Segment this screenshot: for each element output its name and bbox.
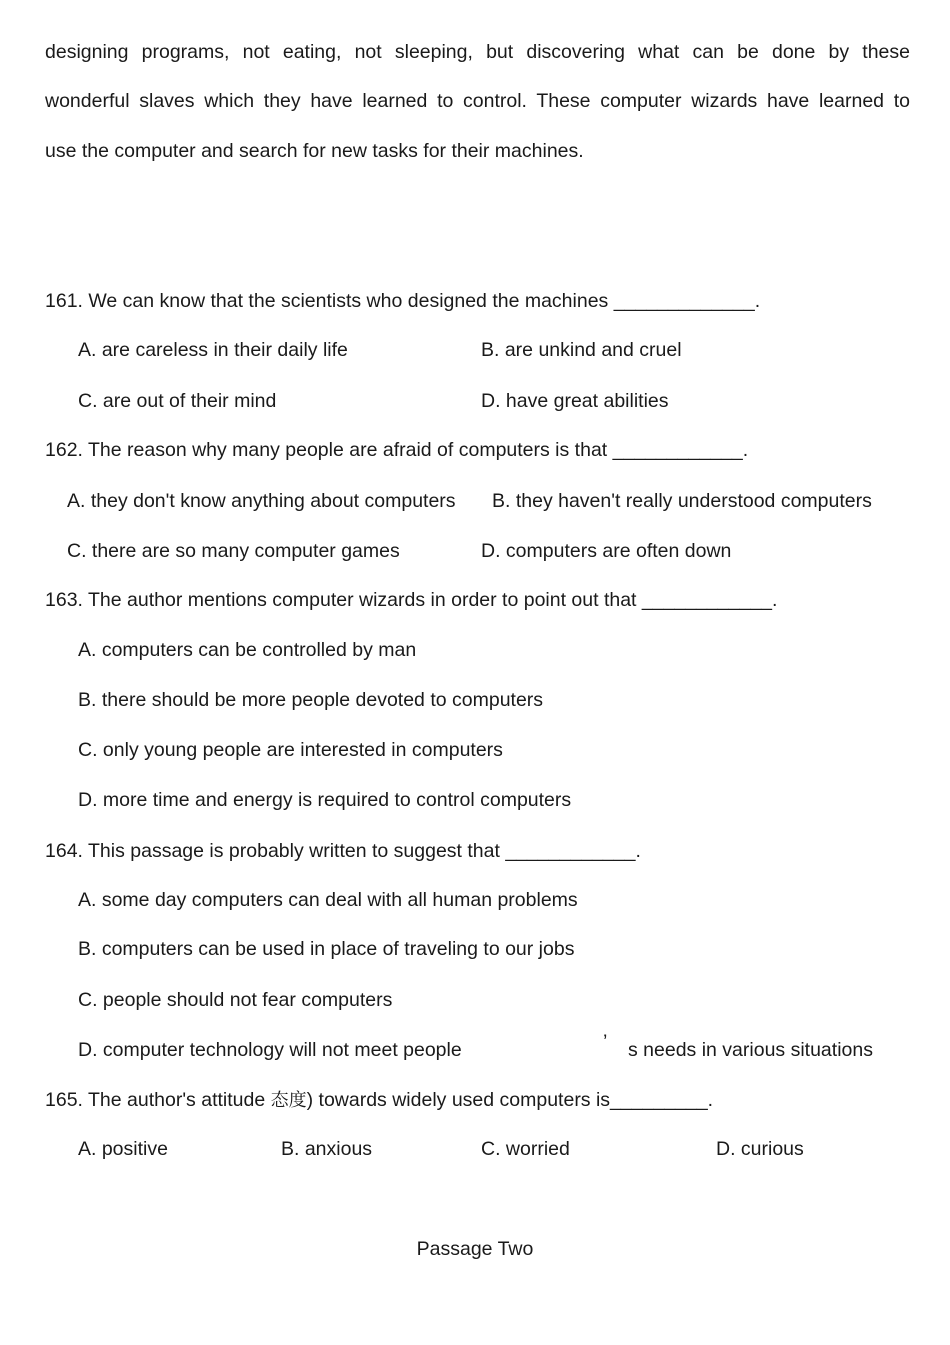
question-164-option-d-apostrophe: ’ — [603, 1031, 608, 1053]
question-164-option-d-continuation: s needs in various situations — [628, 1039, 873, 1061]
question-163-option-c: C. only young people are interested in computers — [78, 739, 503, 761]
question-164-option-c: C. people should not fear computers — [78, 989, 393, 1011]
question-165-option-a: A. positive — [78, 1138, 168, 1160]
question-162-option-c: C. there are so many computer games — [67, 540, 400, 562]
question-163-option-a: A. computers can be controlled by man — [78, 639, 417, 661]
question-165-option-b: B. anxious — [281, 1138, 373, 1160]
question-164-option-d: D. computer technology will not meet people — [78, 1039, 462, 1061]
question-164-option-b: B. computers can be used in place of traveling to our jobs — [78, 938, 575, 960]
question-161-option-d: D. have great abilities — [481, 390, 669, 412]
question-162-option-a: A. they don't know anything about computers — [67, 490, 456, 512]
question-165-stem-cjk: 态度 — [270, 1090, 307, 1111]
question-164-stem: 164. This passage is probably written to suggest that ____________. — [45, 840, 641, 862]
question-161-option-b: B. are unkind and cruel — [481, 339, 682, 361]
passage-line-1: designing programs, not eating, not sleeping, but discovering what can be done by these — [45, 41, 910, 63]
passage-two-heading: Passage Two — [416, 1238, 534, 1260]
question-161-option-c: C. are out of their mind — [78, 390, 277, 412]
question-163-option-b: B. there should be more people devoted to computers — [78, 689, 544, 711]
question-162-option-b: B. they haven't really understood computers — [492, 490, 872, 512]
question-165-stem-end: ) towards widely used computers is_________. — [306, 1089, 714, 1111]
question-164-option-a: A. some day computers can deal with all human problems — [78, 889, 578, 911]
question-163-option-d: D. more time and energy is required to control computers — [78, 789, 572, 811]
question-163-stem: 163. The author mentions computer wizards in order to point out that ____________. — [45, 589, 778, 611]
question-161-option-a: A. are careless in their daily life — [78, 339, 348, 361]
question-161-stem: 161. We can know that the scientists who designed the machines _____________. — [45, 290, 761, 312]
question-162-option-d: D. computers are often down — [481, 540, 732, 562]
question-165-stem — [45, 1088, 713, 1113]
question-162-stem: 162. The reason why many people are afraid of computers is that ____________. — [45, 439, 749, 461]
question-165-option-d: D. curious — [716, 1138, 804, 1160]
question-165-stem-start: 165. The author's attitude — [45, 1089, 271, 1111]
question-165-option-c: C. worried — [481, 1138, 570, 1160]
passage-line-3: use the computer and search for new tasks for their machines. — [45, 140, 584, 162]
passage-line-2: wonderful slaves which they have learned to control. These computer wizards have learned to — [45, 90, 910, 112]
